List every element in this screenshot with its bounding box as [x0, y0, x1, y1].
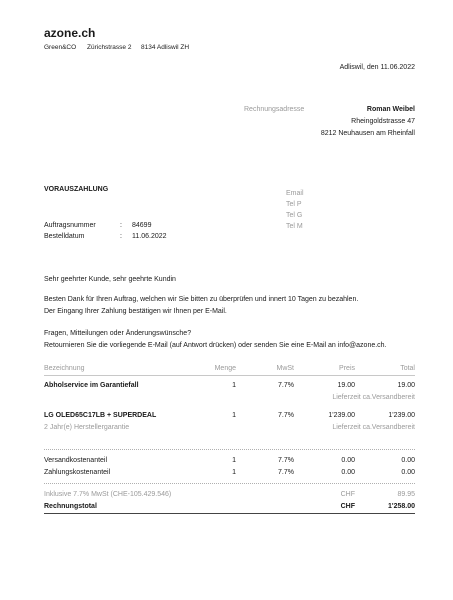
vat-currency: CHF — [340, 491, 355, 498]
item-warranty-note: 2 Jahr(e) Herstellergarantie — [44, 424, 130, 431]
contact-tel-p-label: Tel P — [286, 201, 302, 208]
fee-total: 0.00 — [401, 457, 415, 464]
totals-rule — [44, 483, 415, 484]
item-total: 19.00 — [397, 382, 415, 389]
billing-street: Rheingoldstrasse 47 — [351, 118, 415, 125]
company-address-line-2: Zürichstrasse 2 — [87, 44, 132, 51]
letter-paragraph-4: Retournieren Sie die vorliegende E-Mail (auf Antwort drücken) oder senden Sie eine E-Mail an info@azone.ch. — [44, 342, 387, 349]
item-delivery-label: Lieferzeit ca. — [332, 424, 372, 431]
order-number-label: Auftragsnummer — [44, 222, 96, 229]
billing-label: Rechnungsadresse — [244, 106, 305, 113]
payment-title: VORAUSZAHLUNG — [44, 186, 109, 193]
fee-vat: 7.7% — [278, 469, 294, 476]
company-address-line-3: 8134 Adliswil ZH — [141, 44, 190, 51]
fee-total: 0.00 — [401, 469, 415, 476]
contact-email-label: Email — [286, 190, 304, 197]
order-number: 84699 — [132, 222, 152, 229]
fee-price: 0.00 — [341, 469, 355, 476]
col-header-total: Total — [400, 365, 415, 372]
fees-rule — [44, 449, 415, 450]
contact-tel-g-label: Tel G — [286, 212, 303, 219]
letter-paragraph-1: Besten Dank für Ihren Auftrag, welchen wir Sie bitten zu überprüfen und innert 10 Tagen zu bezahlen. — [44, 296, 359, 303]
table-header-rule — [44, 375, 415, 376]
fee-quantity: 1 — [232, 469, 236, 476]
item-quantity: 1 — [232, 382, 236, 389]
grand-total-currency: CHF — [340, 503, 355, 510]
col-header-description: Bezeichnung — [44, 365, 85, 372]
billing-city: 8212 Neuhausen am Rheinfall — [320, 130, 415, 137]
company-address-line-1: Green&CO — [44, 44, 77, 51]
col-header-vat: MwSt — [276, 365, 294, 372]
grand-total-rule — [44, 513, 415, 514]
item-description: LG OLED65C17LB + SUPERDEAL — [44, 412, 157, 419]
order-date: 11.06.2022 — [132, 233, 167, 240]
grand-total-amount: 1'258.00 — [388, 503, 415, 510]
col-header-quantity: Menge — [214, 365, 236, 372]
fee-description: Versandkostenanteil — [44, 457, 108, 464]
item-delivery-status: Versandbereit — [371, 424, 415, 431]
item-price: 1'239.00 — [328, 412, 355, 419]
letter-paragraph-3: Fragen, Mitteilungen oder Änderungswünsche? — [44, 330, 192, 337]
date-line: Adliswil, den 11.06.2022 — [339, 64, 415, 71]
order-date-sep: : — [120, 233, 122, 240]
item-total: 1'239.00 — [388, 412, 415, 419]
item-delivery-label: Lieferzeit ca. — [332, 394, 372, 401]
item-price: 19.00 — [337, 382, 355, 389]
item-delivery-status: Versandbereit — [371, 394, 415, 401]
item-vat: 7.7% — [278, 412, 294, 419]
contact-tel-m-label: Tel M — [286, 223, 303, 230]
fee-quantity: 1 — [232, 457, 236, 464]
fee-vat: 7.7% — [278, 457, 294, 464]
fee-price: 0.00 — [341, 457, 355, 464]
letter-paragraph-2: Der Eingang Ihrer Zahlung bestätigen wir Ihnen per E-Mail. — [44, 308, 227, 315]
item-quantity: 1 — [232, 412, 236, 419]
order-date-label: Bestelldatum — [44, 233, 85, 240]
vat-included-label: Inklusive 7.7% MwSt (CHE-105.429.546) — [44, 491, 172, 498]
order-number-sep: : — [120, 222, 122, 229]
item-vat: 7.7% — [278, 382, 294, 389]
company-logo: azone.ch — [44, 26, 96, 40]
vat-amount: 89.95 — [397, 491, 415, 498]
item-description: Abholservice im Garantiefall — [44, 382, 139, 389]
fee-description: Zahlungskostenanteil — [44, 469, 111, 476]
grand-total-label: Rechnungstotal — [44, 503, 97, 510]
letter-greeting: Sehr geehrter Kunde, sehr geehrte Kundin — [44, 276, 176, 283]
billing-name: Roman Weibel — [366, 106, 415, 113]
col-header-price: Preis — [339, 365, 355, 372]
